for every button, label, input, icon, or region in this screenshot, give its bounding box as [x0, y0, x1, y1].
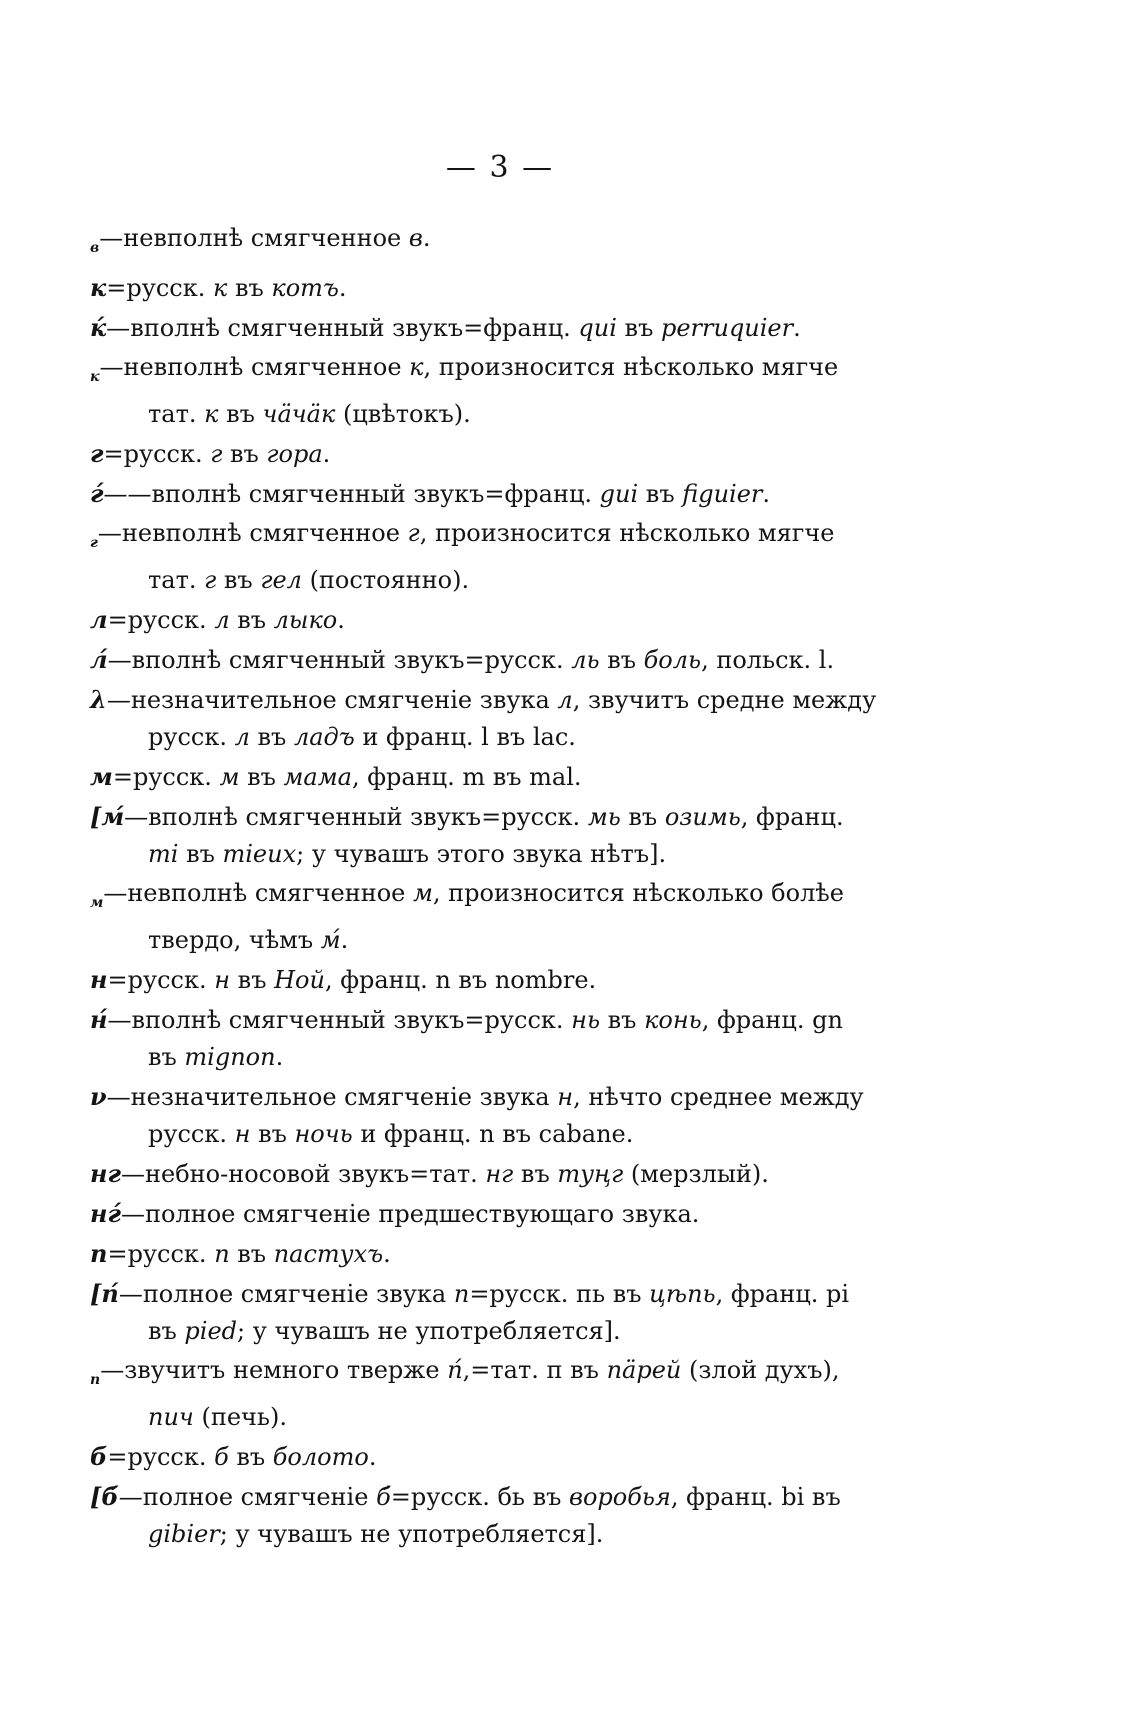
entry-symbol: к [90, 273, 107, 302]
italic-term: пич [148, 1403, 194, 1431]
entry-symbol: г [90, 439, 104, 468]
phonetic-entry [90, 798, 1010, 873]
entry-text: —вполнѣ смягченный звукъ=франц. [106, 314, 579, 342]
italic-term: нг [485, 1160, 514, 1188]
entry-line [90, 1275, 1010, 1313]
phonetic-entry [90, 1438, 1010, 1476]
italic-term: gibier [148, 1520, 220, 1548]
entry-text: въ [239, 763, 284, 791]
entry-line [90, 875, 1010, 922]
entry-text: въ [638, 480, 683, 508]
italic-term: mieux [222, 840, 297, 868]
entry-text: —полное смягченіе звука [118, 1280, 454, 1308]
entry-text: . [338, 274, 347, 302]
entry-symbol: п [90, 1372, 101, 1388]
italic-term: к [204, 400, 219, 428]
entry-text: въ [229, 1240, 274, 1268]
entry-text: въ [218, 400, 263, 428]
entry-symbol: [б́ [90, 1482, 119, 1511]
phonetic-entry [90, 435, 1010, 473]
entry-text: и франц. n въ cabane. [352, 1120, 634, 1148]
entry-text: (цвѣтокъ). [335, 400, 471, 428]
entry-text: въ [600, 1006, 645, 1034]
phonetic-entry [90, 1275, 1010, 1350]
phonetic-entry [90, 961, 1010, 999]
phonetic-entry [90, 641, 1010, 679]
entry-text: тат. [148, 400, 205, 428]
italic-term: mignon [184, 1043, 276, 1071]
entry-text: , звучитъ средне между [572, 686, 877, 714]
phonetic-entry [90, 475, 1010, 513]
italic-term: пӓрей [606, 1356, 682, 1384]
entry-text: , произносится нѣсколько болѣе [432, 879, 844, 907]
entry-text: —звучитъ немного тверже [100, 1356, 448, 1384]
entry-text: ,=тат. п въ [462, 1356, 607, 1384]
entry-text: —вполнѣ смягченный звукъ=русск. [107, 646, 572, 674]
italic-term: воробья [569, 1483, 671, 1511]
entry-line [90, 435, 1010, 473]
italic-term: mi [148, 840, 179, 868]
entry-text: въ [216, 566, 261, 594]
entry-text: и франц. l въ lac. [354, 723, 576, 751]
entry-text: ; у чувашъ не употребляется]. [237, 1317, 621, 1345]
entry-text: —незначительное смягченіе звука [106, 1083, 558, 1111]
entry-symbol: нѓ [90, 1199, 121, 1228]
entry-text: —невполнѣ смягченное [99, 353, 410, 381]
italic-term: г [204, 566, 217, 594]
entry-line [90, 1001, 1010, 1039]
entry-symbol: ќ [90, 313, 107, 342]
entry-text: . [422, 224, 431, 252]
entry-text: , произносится нѣсколько мягче [423, 353, 839, 381]
entry-text: въ [222, 440, 267, 468]
phonetic-entry [90, 1195, 1010, 1233]
entry-symbol: н [90, 965, 108, 994]
entry-text: (злой духъ), [681, 1356, 840, 1384]
italic-term: н [557, 1083, 574, 1111]
italic-term: п [453, 1280, 470, 1308]
italic-term: боль [643, 646, 702, 674]
entry-line [90, 1352, 1010, 1399]
entry-symbol: ѓ [90, 479, 104, 508]
entry-symbol: л [90, 605, 108, 634]
entry-text: =русск. [107, 1240, 215, 1268]
italic-term: pied [184, 1317, 238, 1345]
entry-text: =русск. пь въ [469, 1280, 650, 1308]
entry-text: ; у чувашъ этого звука нѣтъ]. [296, 840, 667, 868]
entry-text: (печь). [193, 1403, 287, 1431]
phonetic-entry [90, 758, 1010, 796]
entry-text: , произносится нѣсколько мягче [419, 519, 835, 547]
phonetic-entry [90, 349, 1010, 433]
entry-line [90, 681, 1010, 719]
entry-symbol: б [90, 1442, 108, 1471]
italic-term: л [557, 686, 573, 714]
entry-line [90, 1235, 1010, 1273]
entry-text: русск. [148, 1120, 235, 1148]
italic-term: котъ [271, 274, 339, 302]
italic-term: пастухъ [273, 1240, 384, 1268]
entry-text: . [322, 440, 331, 468]
entry-symbol: [п́ [90, 1279, 119, 1308]
entry-text: русск. [148, 723, 235, 751]
entry-text: =русск. [107, 606, 215, 634]
entry-text: =русск. [103, 440, 211, 468]
entry-text: , франц. gn [701, 1006, 843, 1034]
italic-term: м́ [320, 926, 341, 954]
phonetic-entries [90, 220, 1010, 1555]
entry-text: въ [620, 803, 665, 831]
entry-line [90, 719, 1010, 756]
phonetic-entry [90, 1352, 1010, 1436]
page-number: — 3 — [445, 150, 555, 185]
entry-text: въ [148, 1043, 185, 1071]
entry-text: въ [148, 1317, 185, 1345]
entry-text: въ [249, 723, 294, 751]
phonetic-entry [90, 875, 1010, 959]
entry-text: въ [228, 1443, 273, 1471]
entry-text: (постоянно). [301, 566, 470, 594]
entry-line [90, 1195, 1010, 1233]
entry-text: =русск. [107, 1443, 215, 1471]
italic-term: г [407, 519, 420, 547]
entry-text: —невполнѣ смягченное [97, 519, 408, 547]
entry-line [90, 836, 1010, 873]
phonetic-entry [90, 1078, 1010, 1153]
entry-line [90, 309, 1010, 347]
entry-symbol: к [90, 369, 100, 385]
italic-term: perruquier [660, 314, 794, 342]
entry-symbol: λ [90, 685, 107, 714]
entry-line [90, 220, 1010, 267]
entry-symbol: нг [90, 1159, 121, 1188]
entry-line [90, 396, 1010, 433]
entry-text: . [762, 480, 771, 508]
entry-line [90, 515, 1010, 562]
entry-line [90, 1039, 1010, 1076]
entry-text: —полное смягченіе предшествующаго звука. [121, 1200, 700, 1228]
phonetic-entry [90, 515, 1010, 599]
italic-term: п [214, 1240, 230, 1268]
entry-text: , франц. m въ mal. [351, 763, 582, 791]
entry-line [90, 1399, 1010, 1436]
entry-text: въ [599, 646, 644, 674]
italic-term: нь [571, 1006, 601, 1034]
italic-term: лыко [273, 606, 338, 634]
italic-term: гел [260, 566, 302, 594]
entry-line [90, 1116, 1010, 1153]
entry-text: . [793, 314, 801, 342]
italic-term: в [408, 224, 423, 252]
entry-line [90, 1478, 1010, 1516]
entry-text: , нѣчто среднее между [573, 1083, 864, 1111]
entry-text: —вполнѣ смягченный звукъ=русск. [124, 803, 588, 831]
entry-text: тат. [148, 566, 205, 594]
entry-text: въ [230, 966, 275, 994]
italic-term: б́ [376, 1483, 391, 1511]
italic-term: б [214, 1443, 229, 1471]
entry-text: ; у чувашъ не употребляется]. [219, 1520, 604, 1548]
entry-text: (мерзлый). [623, 1160, 769, 1188]
italic-term: л [234, 723, 250, 751]
entry-line [90, 1078, 1010, 1116]
italic-term: к [409, 353, 424, 381]
italic-term: мама [283, 763, 352, 791]
entry-line [90, 961, 1010, 999]
italic-term: Ной [274, 966, 325, 994]
entry-text: , франц. [740, 803, 844, 831]
italic-term: м [412, 879, 433, 907]
entry-line [90, 475, 1010, 513]
entry-line [90, 269, 1010, 307]
entry-text: ——вполнѣ смягченный звукъ=франц. [103, 480, 600, 508]
entry-text: —полное смягченіе [118, 1483, 377, 1511]
entry-text: . [340, 926, 349, 954]
entry-line [90, 1438, 1010, 1476]
phonetic-entry [90, 309, 1010, 347]
entry-text: , франц. bi въ [670, 1483, 841, 1511]
phonetic-entry [90, 1155, 1010, 1193]
entry-symbol: м [90, 895, 104, 911]
entry-text: въ [513, 1160, 558, 1188]
entry-symbol: н́ [90, 1005, 108, 1034]
entry-text: =русск. [107, 966, 215, 994]
entry-text: =русск. бь въ [390, 1483, 570, 1511]
entry-line [90, 601, 1010, 639]
entry-text: , польск. l. [701, 646, 835, 674]
italic-term: ль [571, 646, 600, 674]
entry-symbol: г [90, 535, 98, 551]
italic-term: к [212, 274, 228, 302]
entry-text: =русск. [112, 763, 220, 791]
entry-text: , франц. n въ nombre. [324, 966, 597, 994]
entry-line [90, 758, 1010, 796]
phonetic-entry [90, 681, 1010, 756]
entry-text: въ [227, 274, 272, 302]
entry-text: твердо, чѣмъ [148, 926, 321, 954]
entry-symbol: [м́ [90, 802, 125, 831]
italic-term: озимь [664, 803, 741, 831]
entry-symbol: л́ [90, 645, 108, 674]
italic-term: гора [266, 440, 323, 468]
italic-term: ночь [294, 1120, 353, 1148]
entry-symbol: п [90, 1239, 108, 1268]
phonetic-entry [90, 601, 1010, 639]
entry-text: въ [616, 314, 661, 342]
entry-line [90, 798, 1010, 836]
italic-term: н [214, 966, 231, 994]
entry-text: —вполнѣ смягченный звукъ=русск. [107, 1006, 572, 1034]
entry-text: . [383, 1240, 391, 1268]
entry-text: въ [178, 840, 223, 868]
entry-text: . [337, 606, 345, 634]
entry-text: —незначительное смягченіе звука [106, 686, 558, 714]
italic-term: figuier [682, 480, 763, 508]
italic-term: болото [272, 1443, 369, 1471]
entry-text: въ [250, 1120, 295, 1148]
entry-text: въ [229, 606, 274, 634]
phonetic-entry [90, 1001, 1010, 1076]
italic-term: мь [587, 803, 621, 831]
entry-line [90, 1516, 1010, 1553]
entry-line [90, 1155, 1010, 1193]
entry-text: . [275, 1043, 284, 1071]
italic-term: туңг [557, 1160, 624, 1188]
entry-symbol: в [90, 240, 100, 256]
phonetic-entry [90, 1235, 1010, 1273]
entry-text: =русск. [106, 274, 213, 302]
entry-line [90, 349, 1010, 396]
italic-term: чӓчӓк [262, 400, 336, 428]
entry-text: . [368, 1443, 377, 1471]
entry-line [90, 1313, 1010, 1350]
entry-line [90, 641, 1010, 679]
italic-term: конь [644, 1006, 702, 1034]
italic-term: н [234, 1120, 251, 1148]
entry-text: —невполнѣ смягченное [103, 879, 413, 907]
italic-term: м [219, 763, 240, 791]
entry-text: , франц. pi [715, 1280, 850, 1308]
phonetic-entry [90, 1478, 1010, 1553]
italic-term: qui [578, 314, 617, 342]
entry-symbol: м [90, 762, 113, 791]
entry-line [90, 922, 1010, 959]
italic-term: gui [599, 480, 639, 508]
italic-term: п́ [447, 1356, 463, 1384]
phonetic-entry [90, 220, 1010, 267]
italic-term: цѣпь [649, 1280, 716, 1308]
italic-term: ладъ [293, 723, 355, 751]
italic-term: г [210, 440, 223, 468]
entry-line [90, 562, 1010, 599]
italic-term: л [214, 606, 230, 634]
entry-text: —небно-носовой звукъ=тат. [121, 1160, 486, 1188]
entry-text: —невполнѣ смягченное [99, 224, 409, 252]
entry-symbol: ν [90, 1082, 107, 1111]
phonetic-entry [90, 269, 1010, 307]
